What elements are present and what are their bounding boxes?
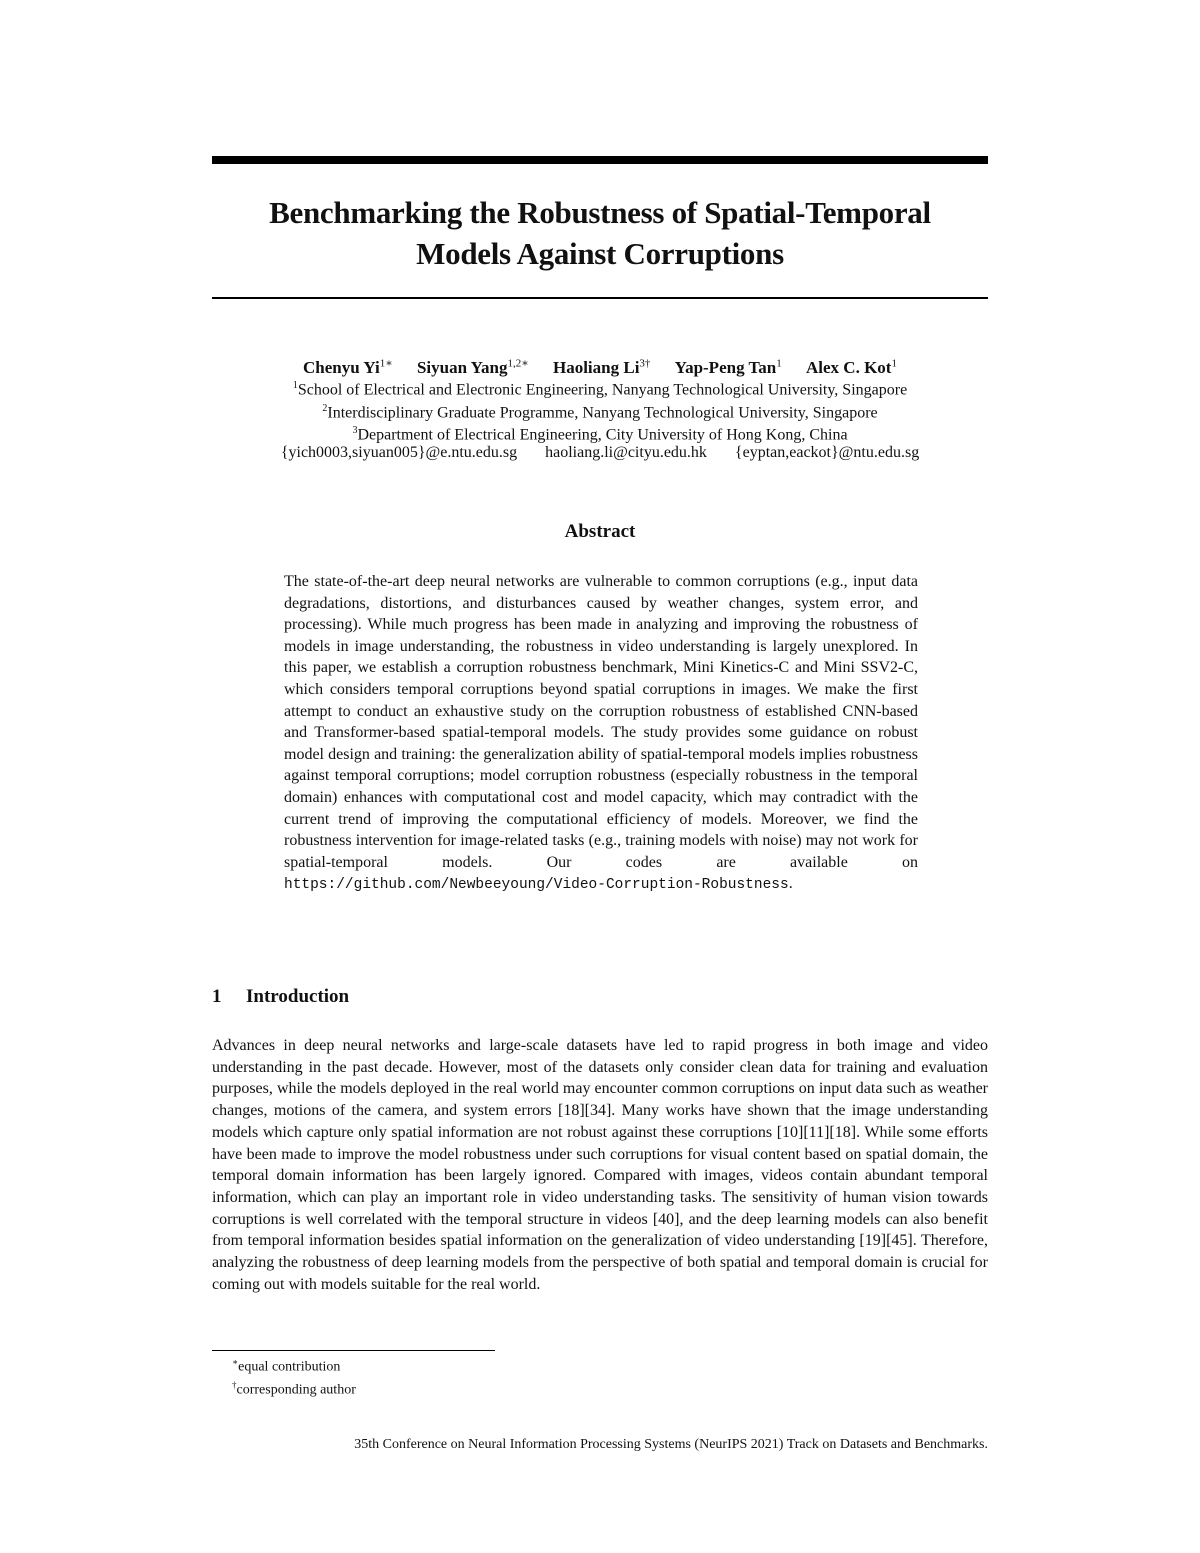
affiliation: $^3$Department of Electrical Engineering, City University of Hong Kong, China xyxy=(352,425,848,444)
footnote: ∗equal contribution xyxy=(232,1357,341,1375)
section-heading xyxy=(212,984,349,1010)
abstract-heading: Abstract xyxy=(564,521,636,542)
conference-footer: 35th Conference on Neural Information Processing Systems (NeurIPS 2021) Track on Datasets and Benchmarks. xyxy=(354,1437,988,1452)
author: Yap-Peng Tan$^1$ xyxy=(674,357,782,377)
email: haoliang.li@cityu.edu.hk xyxy=(545,444,707,461)
title-bottom-rule xyxy=(212,297,988,299)
affiliation: $^1$School of Electrical and Electronic Engineering, Nanyang Technological University, Singapore xyxy=(292,380,908,399)
footnote: †corresponding author xyxy=(232,1380,356,1398)
footnote-rule xyxy=(212,1350,495,1351)
section-number: 1 xyxy=(212,986,222,1007)
abstract-body: The state-of-the-art deep neural networks are vulnerable to common corruptions (e.g., input data degradations, distortions, and disturbances caused by weather changes, system error, and processing). While much progress has been made in analyzing and improving the robustness of models in image understanding, the robustness in video understanding is largely unexplored. In this paper, we establish a corruption robustness benchmark, Mini Kinetics-C and Mini SSV2-C, which considers temporal corruptions beyond spatial corruptions in images. We make the first attempt to conduct an exhaustive study on the corruption robustness of established CNN-based and Transformer-based spatial-temporal models. The study provides some guidance on robust model design and training: the generalization ability of spatial-temporal models implies robustness against temporal corruptions; model corruption robustness (especially robustness in the temporal domain) enhances with computational cost and model capacity, which may contradict with the current trend of improving the computational efficiency of models. Moreover, we find the robustness intervention for image-related tasks (e.g., training models with noise) may not work for spatial-temporal models. Our codes are available on https://github.com/Newbeeyoung/Video-Corruption-Robustness. xyxy=(284,573,918,894)
email: {yich0003,siyuan005}@e.ntu.edu.sg xyxy=(280,444,518,461)
introduction-body: Advances in deep neural networks and large-scale datasets have led to rapid progress in both image and video understanding in the past decade. However, most of the datasets only consider clean data for training and evaluation purposes, while the models deployed in the real world may encounter common corruptions on input data such as weather changes, motions of the camera, and system errors [18][34]. Many works have shown that the image understanding models which capture only spatial information are not robust against these corruptions [10][11][18]. While some efforts have been made to improve the model robustness under such corruptions for visual content based on spatial domain, the temporal domain information has been largely ignored. Compared with images, videos contain abundant temporal information, which can play an important role in video understanding tasks. The sensitivity of human vision towards corruptions is well correlated with the temporal structure in videos [40], and the deep learning models can also benefit from temporal information besides spatial information on the generalization of video understanding [19][45]. Therefore, analyzing the robustness of deep learning models from the perspective of both spatial and temporal domain is crucial for coming out with models suitable for the real world. xyxy=(212,1037,988,1293)
author: Chenyu $Yi^{1∗}$ xyxy=(303,357,393,377)
title-line-2: Models Against Corruptions xyxy=(416,236,784,271)
title-top-rule xyxy=(212,156,988,164)
author: Siyuan Yang$^{1,2∗}$ xyxy=(416,357,529,377)
author-emails xyxy=(212,442,988,464)
email: {eyptan,eackot}@ntu.edu.sg xyxy=(734,444,920,461)
affiliation: $^2$Interdisciplinary Graduate Programme, Nanyang Technological University, Singapore xyxy=(322,403,878,422)
author: Alex C. Kot$^1$ xyxy=(806,357,897,377)
paper-title xyxy=(212,192,988,274)
title-line-1: Benchmarking the Robustness of Spatial-Temporal xyxy=(269,195,931,230)
code-url-link[interactable]: https://github.com/Newbeeyoung/Video-Corruption-Robustness xyxy=(284,877,789,894)
author: Haoliang $Li^{3\dagger}$ xyxy=(552,357,651,377)
section-title: Introduction xyxy=(246,986,350,1007)
